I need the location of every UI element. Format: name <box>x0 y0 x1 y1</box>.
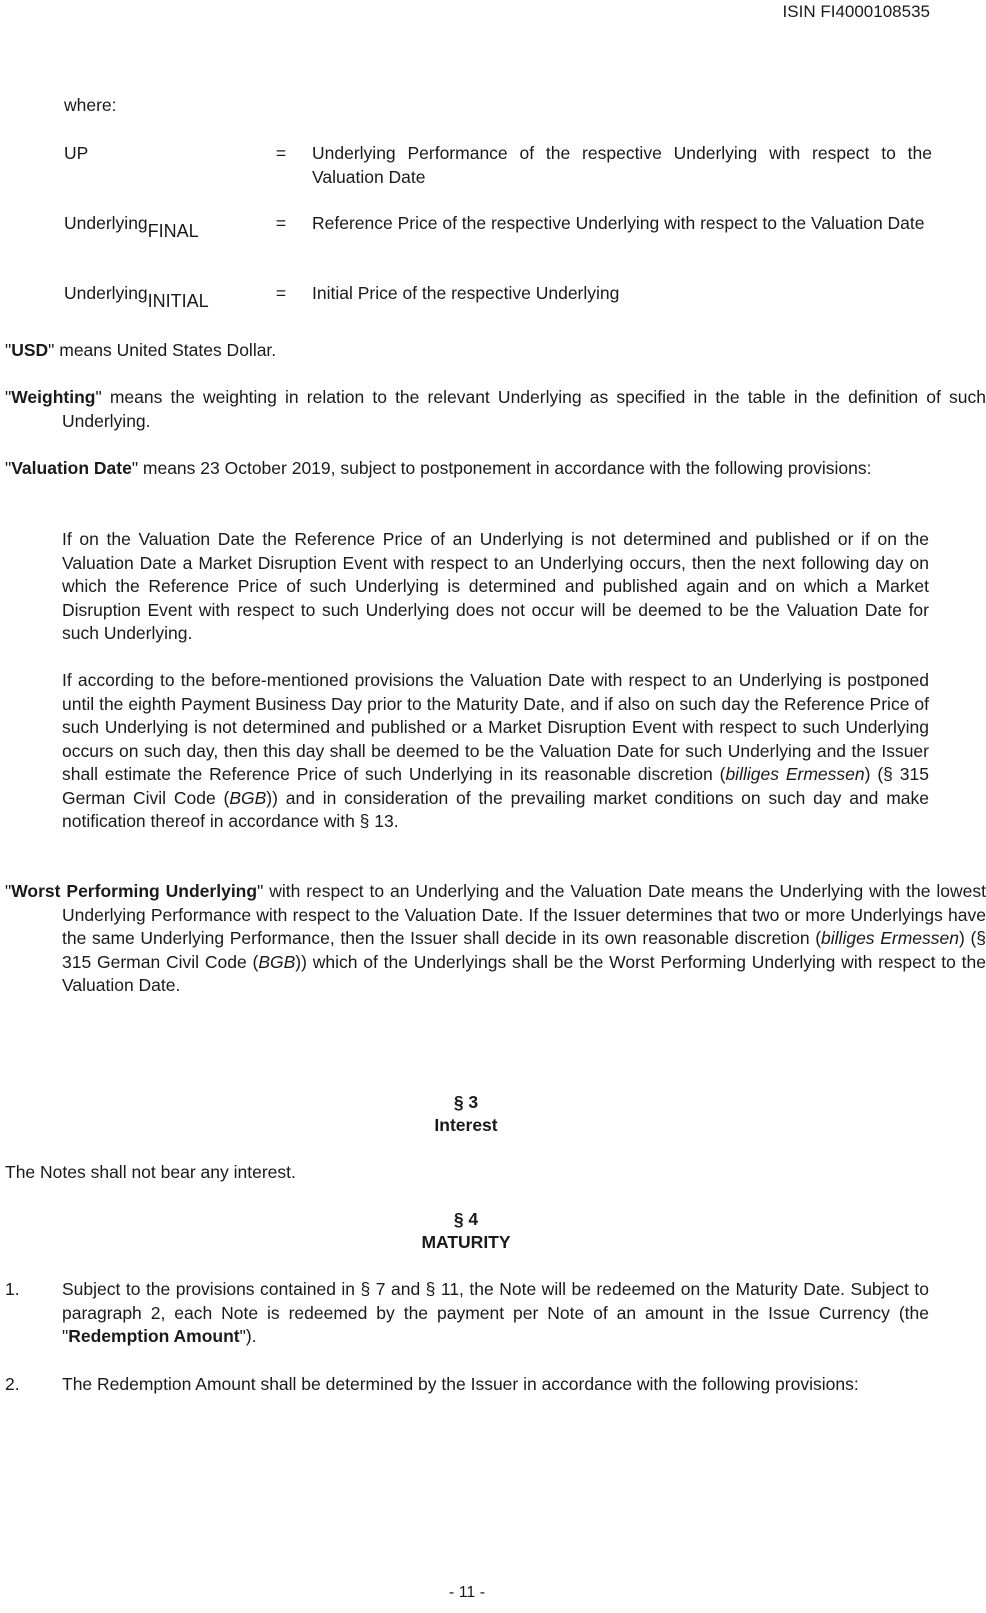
worst-performing-definition: "Worst Performing Underlying" with respect to an Underlying and the Valuation Date means the Underlying with the lowest Underlying Performance with respect to the Valuation Date. If the Issuer determines that two or more Underlyings have the same Underlying Performance, then the Issuer shall decide in its own reasonable discretion (billiges Ermessen) (§ 315 German Civil Code (BGB)) which of the Underlyings shall be the Worst Performing Underlying with respect to the Valuation Date. <box>5 881 986 995</box>
definition-text: Reference Price of the respective Underlying with respect to the Valuation Date <box>312 213 925 233</box>
equals-sign: = <box>275 213 287 233</box>
section-3-number: § 3 <box>453 1092 479 1112</box>
list-item-text: Subject to the provisions contained in § 7 and § 11, the Note will be redeemed on the Maturity Date. Subject to paragraph 2, each Note is redeemed by the payment per Note of an amount in the Issue Currency (the "Redemption Amount"). <box>62 1279 929 1346</box>
list-item-number: 1. <box>5 1279 20 1299</box>
where-label: where: <box>64 95 117 115</box>
list-item-number: 2. <box>5 1374 20 1394</box>
equals-sign: = <box>275 143 287 163</box>
document-header-isin: ISIN FI4000108535 <box>782 2 930 21</box>
list-item-text: The Redemption Amount shall be determined by the Issuer in accordance with the following provisions: <box>62 1374 859 1394</box>
page-number: - 11 - <box>448 1584 486 1601</box>
section-3-text: The Notes shall not bear any interest. <box>5 1162 296 1182</box>
section-3-title: Interest <box>434 1115 498 1135</box>
definition-term: UP <box>64 143 89 163</box>
valuation-date-paragraph-1: If on the Valuation Date the Reference Price of an Underlying is not determined and published or if on the Valuation Date a Market Disruption Event with respect to an Underlying occurs, then the next following day on which the Reference Price of such Underlying is determined and published again and on which a Market Disruption Event with respect to such Underlying does not occur will be deemed to be the Valuation Date for such Underlying. <box>62 529 929 643</box>
valuation-date-paragraph-2: If according to the before-mentioned provisions the Valuation Date with respect to an Underlying is postponed until the eighth Payment Business Day prior to the Maturity Date, and if also on such day the Reference Price of such Underlying is not determined and published or a Market Disruption Event with respect to such Underlying occurs on such day, then this day shall be deemed to be the Valuation Date for such Underlying and the Issuer shall estimate the Reference Price of such Underlying in its reasonable discretion (billiges Ermessen) (§ 315 German Civil Code (BGB)) and in consideration of the prevailing market conditions on such day and make notification thereof in accordance with § 13. <box>62 670 929 831</box>
section-4-title: MATURITY <box>421 1232 511 1252</box>
definition-text: Underlying Performance of the respective Underlying with respect to the Valuation Date <box>312 143 932 187</box>
usd-definition: "USD" means United States Dollar. <box>5 340 277 360</box>
definition-text: Initial Price of the respective Underlying <box>312 283 620 303</box>
weighting-definition: "Weighting" means the weighting in relation to the relevant Underlying as specified in the table in the definition of such Underlying. <box>5 387 986 431</box>
valuation-date-definition: "Valuation Date" means 23 October 2019, subject to postponement in accordance with the following provisions: <box>5 458 872 478</box>
definition-term: UnderlyingFINAL <box>64 213 199 241</box>
section-4-number: § 4 <box>453 1209 479 1229</box>
equals-sign: = <box>275 283 287 303</box>
definition-term: UnderlyingINITIAL <box>64 283 209 311</box>
